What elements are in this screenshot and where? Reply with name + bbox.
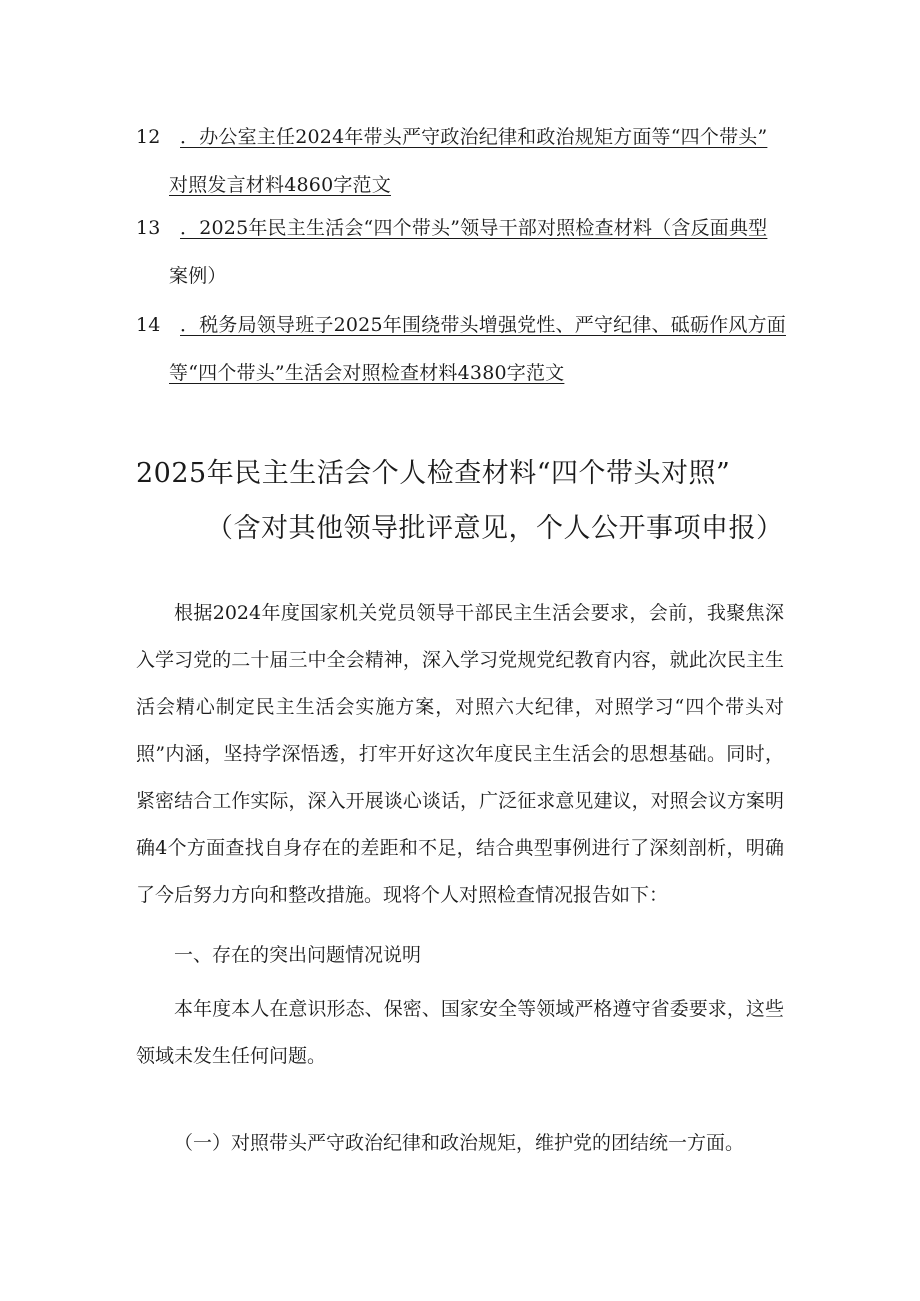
subsection-heading: （一）对照带头严守政治纪律和政治规矩，维护党的团结统一方面。 xyxy=(174,1132,745,1154)
section-heading: 一、存在的突出问题情况说明 xyxy=(174,944,422,966)
toc-link-continued[interactable]: 等“四个带头”生活会对照检查材料4380字范文 xyxy=(169,362,565,384)
toc-number: 14 xyxy=(136,314,161,336)
toc-number: 12 xyxy=(136,126,161,148)
section-paragraph: 本年度本人在意识形态、保密、国家安全等领域严格遵守省委要求，这些领域未发生任何问题。 xyxy=(136,998,784,1067)
toc-number: 13 xyxy=(136,217,161,239)
toc-link-continued[interactable]: 案例） xyxy=(169,265,227,287)
toc-link[interactable]: ．办公室主任2024年带头严守政治纪律和政治规矩方面等“四个带头” xyxy=(180,126,768,148)
document-title: 2025年民主生活会个人检查材料“四个带头对照” xyxy=(136,458,731,489)
toc-link[interactable]: ．税务局领导班子2025年围绕带头增强党性、严守纪律、砥砺作风方面 xyxy=(180,314,786,336)
document-subtitle: （含对其他领导批评意见，个人公开事项申报） xyxy=(206,513,784,544)
intro-paragraph: 根据2024年度国家机关党员领导干部民主生活会要求，会前，我聚焦深入学习党的二十届三中全会精神，深入学习党规党纪教育内容，就此次民主生活会精心制定民主生活会实施方案，对照六大纪律，对照学习“四个带头对照”内涵，坚持学深悟透，打牢开好这次年度民主生活会的思想基础。同时，紧密结合工作实际，深入开展谈心谈话，广泛征求意见建议，对照会议方案明确4个方面查找自身存在的差距和不足，结合典型事例进行了深刻剖析，明确了今后努力方向和整改措施。现将个人对照检查情况报告如下： xyxy=(136,602,784,906)
toc-link-continued[interactable]: 对照发言材料4860字范文 xyxy=(169,174,391,196)
toc-link[interactable]: ．2025年民主生活会“四个带头”领导干部对照检查材料（含反面典型 xyxy=(180,217,768,239)
